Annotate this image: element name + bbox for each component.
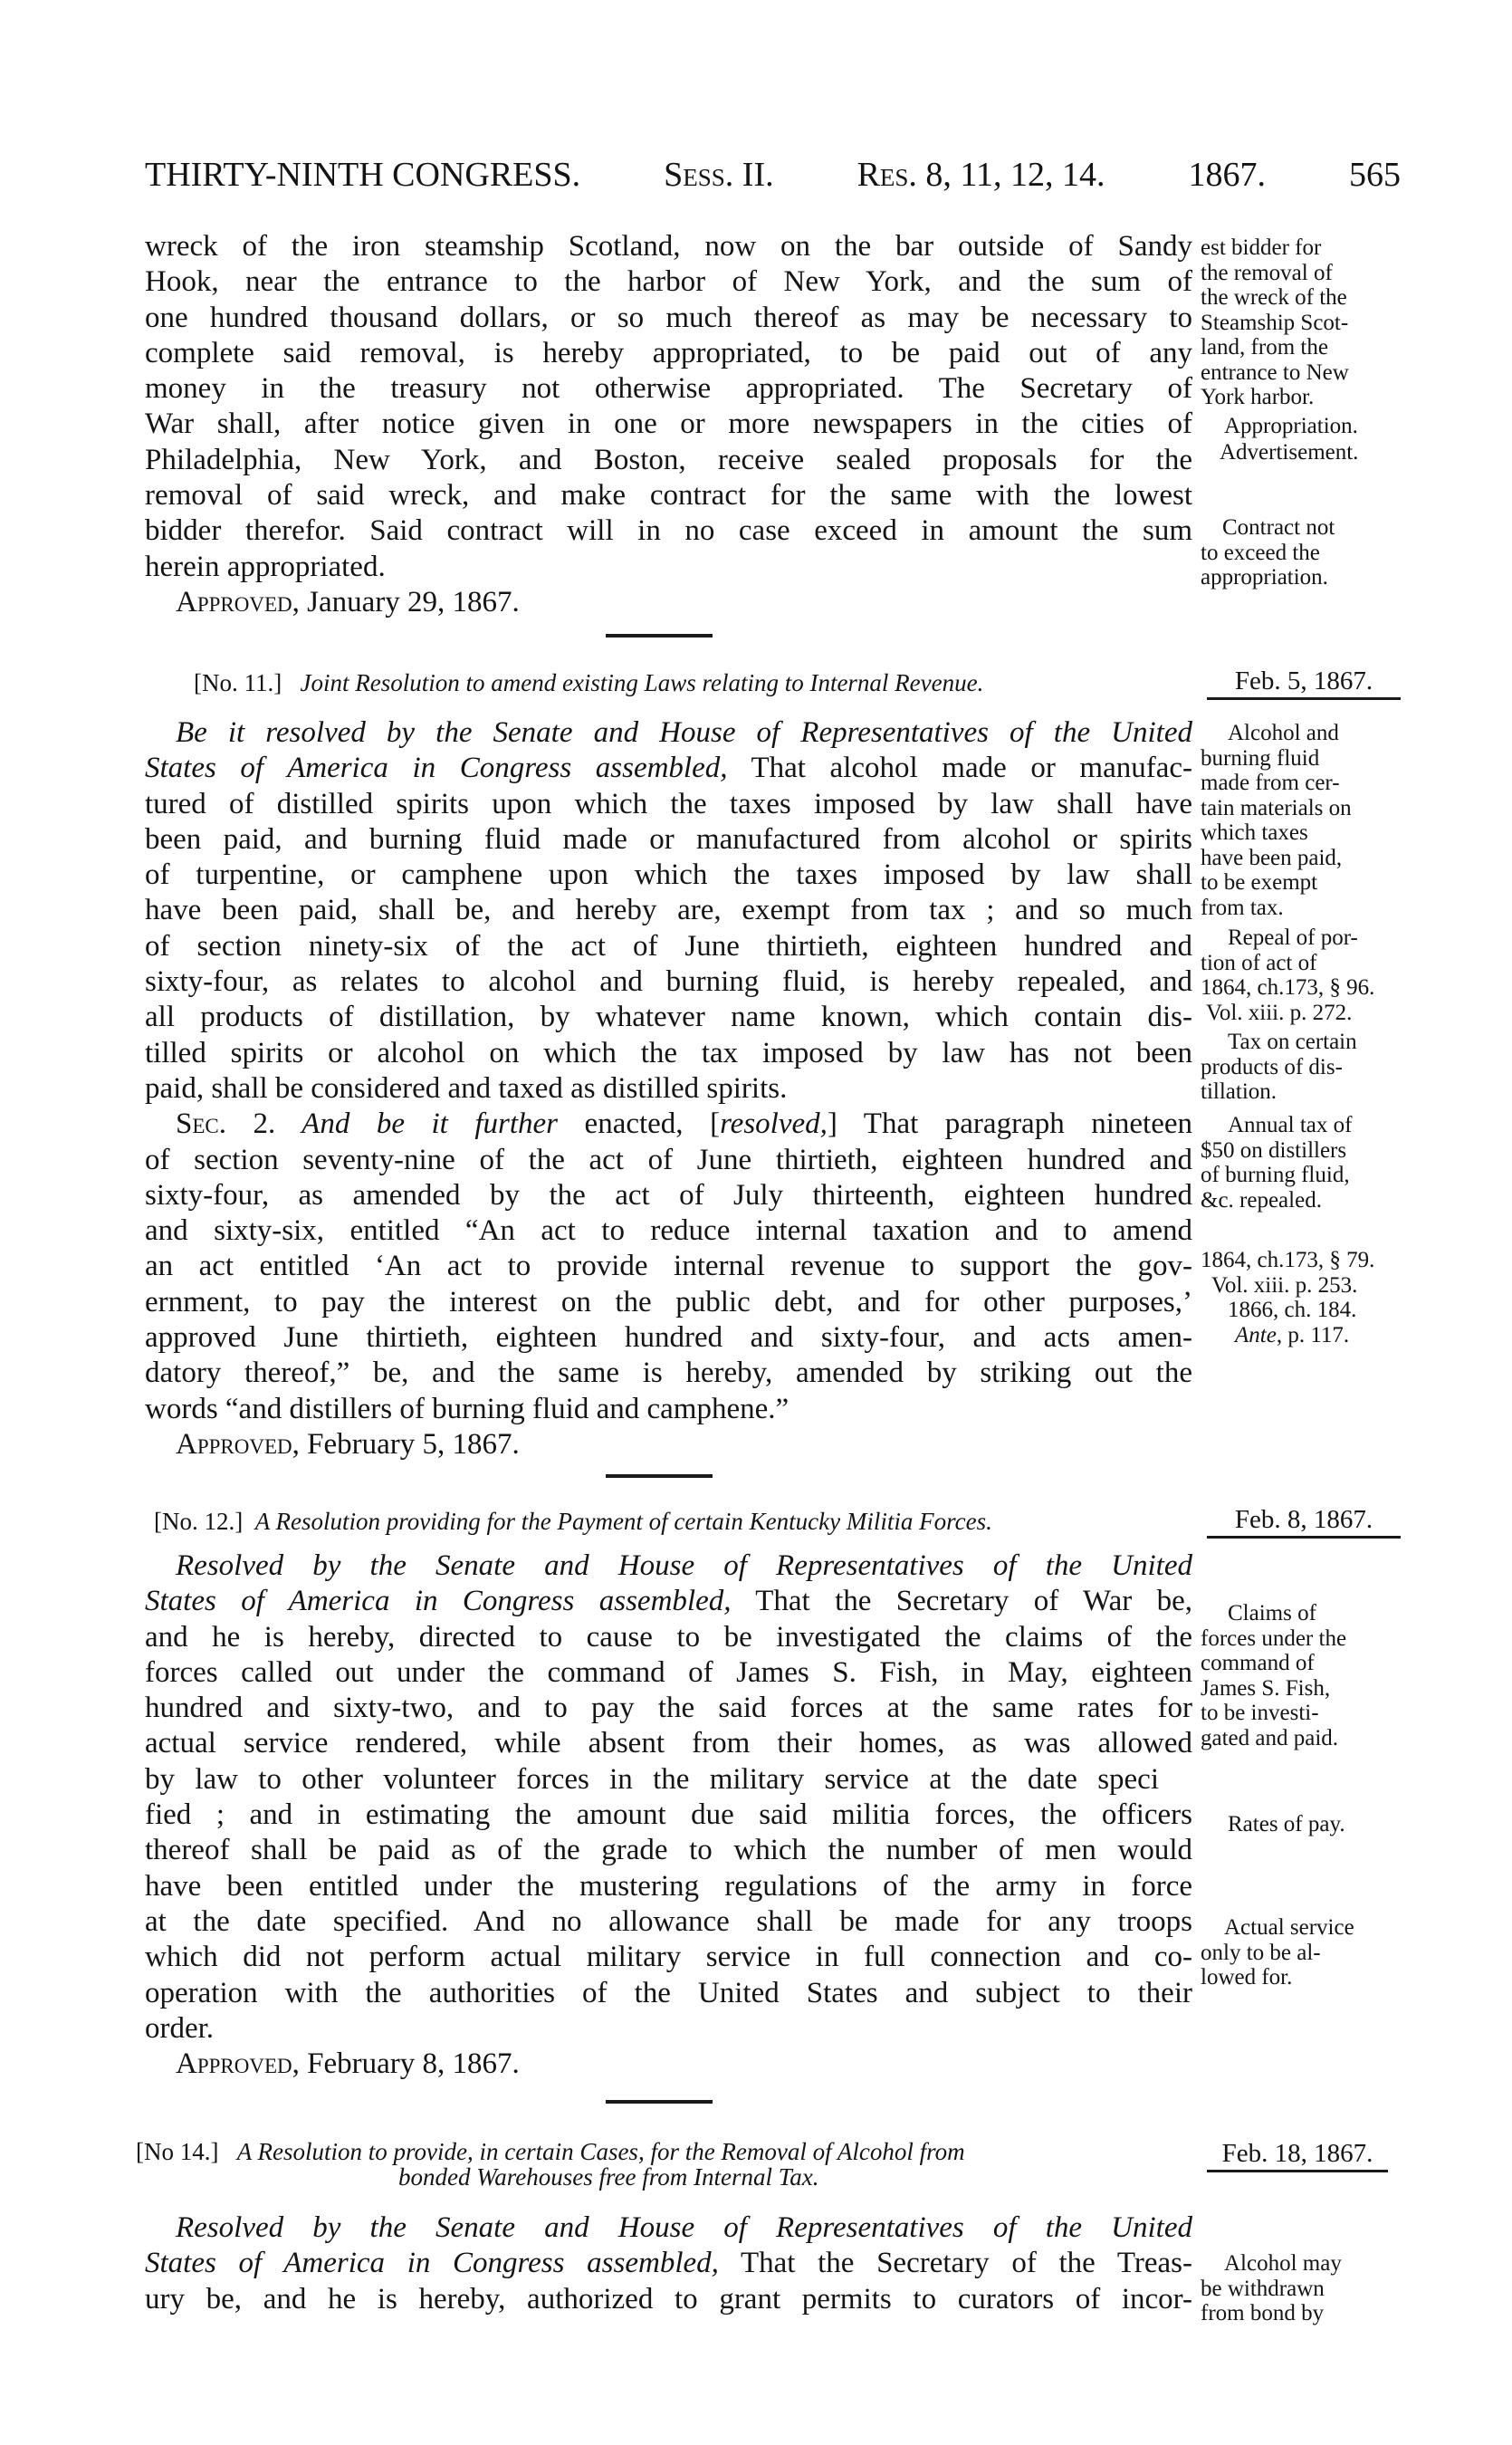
resolution-title: Joint Resolution to amend existing Laws relating to Internal Revenue.	[300, 669, 984, 696]
header-congress: THIRTY-NINTH CONGRESS.	[145, 156, 581, 194]
text-line: bidder therefor. Said contract will in no case exceed in amount the sum	[145, 514, 1192, 548]
text-line	[145, 2246, 1192, 2281]
text-line: order.	[145, 2011, 215, 2045]
resolution-date: Feb. 5, 1867.	[1207, 665, 1401, 700]
note-line: to be investi-	[1201, 1701, 1319, 1725]
margin-note	[1201, 925, 1404, 1025]
text-line	[145, 751, 1192, 786]
text-line: Hook, near the entrance to the harbor of New York, and the sum of	[145, 265, 1192, 299]
enacting-clause: States of America in Congress assembled,	[145, 1585, 732, 1618]
approved-label: Approved	[176, 585, 292, 618]
header-year: 1867.	[1188, 156, 1266, 194]
note-line: the wreck of the	[1201, 285, 1347, 310]
note-line: command of	[1201, 1651, 1315, 1675]
margin-note	[1201, 1113, 1404, 1213]
note-line: Alcohol and	[1228, 721, 1339, 745]
note-line: to exceed the	[1201, 540, 1320, 565]
note-line: from tax.	[1201, 895, 1284, 920]
note-line: 1866, ch. 184.	[1228, 1298, 1357, 1322]
resolution-number: [No. 11.]	[194, 669, 282, 696]
text-span: And be it further	[275, 1107, 559, 1141]
text-line: which did not perform actual military service in full connection and co-	[145, 1941, 1192, 1974]
res12-body	[145, 1548, 1192, 2082]
note-line: gated and paid.	[1201, 1725, 1339, 1750]
text-line: War shall, after notice given in one or more newspapers in the cities of	[145, 408, 1192, 441]
note-line: York harbor.	[1201, 385, 1315, 409]
text-line: fied ; and in estimating the amount due said militia forces, the officers	[145, 1798, 1192, 1832]
text-line: have been paid, shall be, and hereby are, exempt from tax ; and so much	[145, 894, 1192, 927]
note-line: be withdrawn	[1201, 2276, 1325, 2301]
text-line: complete said removal, is hereby appropriated, to be paid out of any	[145, 336, 1192, 369]
enacting-clause: States of America in Congress assembled,	[145, 2247, 719, 2280]
section-divider	[606, 2100, 713, 2104]
res11-heading	[194, 669, 983, 696]
text-span: That the Secretary of War be,	[731, 1585, 1192, 1618]
note-line: &c. repealed.	[1201, 1187, 1322, 1213]
note-line: Vol. xiii. p. 253.	[1211, 1272, 1358, 1298]
note-line: have been paid,	[1201, 845, 1343, 870]
text-line: ernment, to pay the interest on the public debt, and for other purposes,’	[145, 1285, 1192, 1318]
text-line: sixty-four, as amended by the act of July thirteenth, eighteen hundred	[145, 1178, 1192, 1212]
text-line: herein appropriated.	[145, 550, 386, 583]
note-line: est bidder for	[1201, 235, 1322, 260]
text-line: forces called out under the command of James S. Fish, in May, eighteen	[145, 1655, 1192, 1689]
note-line: land, from the	[1201, 335, 1328, 360]
note-line: Steamship Scot-	[1201, 310, 1349, 335]
header-session: Sess. II.	[664, 156, 774, 194]
text-line: at the date specified. And no allowance shall be made for any troops	[145, 1904, 1192, 1938]
note-line: tion of act of	[1201, 950, 1317, 975]
text-span: ] That paragraph nineteen	[827, 1107, 1192, 1141]
text-line: tured of distilled spirits upon which the taxes imposed by law shall have	[145, 787, 1192, 820]
approval-line	[145, 585, 1192, 620]
note-span: Ante	[1235, 1322, 1277, 1347]
approval-date: , February 8, 1867.	[292, 2047, 520, 2081]
header-resolutions: Res. 8, 11, 12, 14.	[856, 156, 1105, 194]
text-line: all products of distillation, by whatever name known, which contain dis-	[145, 1001, 1192, 1034]
note-line: Repeal of por-	[1228, 925, 1358, 950]
approval-line	[145, 2047, 1192, 2082]
approval-date: , January 29, 1867.	[292, 585, 520, 618]
note-line: tillation.	[1201, 1079, 1278, 1104]
text-line: Philadelphia, New York, and Boston, receive sealed proposals for the	[145, 443, 1192, 476]
text-line: words “and distillers of burning fluid and camphene.”	[145, 1392, 789, 1425]
note-line: of burning fluid,	[1201, 1163, 1350, 1187]
text-line: tilled spirits or alcohol on which the tax imposed by law has not been	[145, 1036, 1192, 1069]
note-line: 1864, ch.173, § 96.	[1201, 975, 1375, 1000]
text-line: money in the treasury not otherwise appropriated. The Secretary of	[145, 372, 1192, 406]
text-line: one hundred thousand dollars, or so much thereof as may be necessary to	[145, 301, 1192, 334]
note-line: forces under the	[1201, 1625, 1347, 1651]
running-header	[145, 152, 1401, 197]
note-line: appropriation.	[1201, 565, 1328, 590]
note-line: the removal of	[1201, 260, 1333, 285]
note-line: Contract not	[1222, 515, 1335, 540]
resolution-number: [No 14.]	[136, 2138, 219, 2165]
margin-note	[1201, 1030, 1404, 1105]
note-line: Claims of	[1228, 1601, 1316, 1625]
text-line: ury be, and he is hereby, authorized to grant permits to curators of incor-	[145, 2282, 1192, 2316]
note-line: burning fluid	[1201, 745, 1320, 771]
text-line: operation with the authorities of the United States and subject to their	[145, 1976, 1192, 2009]
text-line: of section ninety-six of the act of June thirtieth, eighteen hundred and	[145, 929, 1192, 963]
res12-heading	[154, 1508, 992, 1535]
resolution-number: [No. 12.]	[154, 1508, 244, 1535]
margin-note	[1201, 2251, 1404, 2326]
margin-note	[1201, 1248, 1404, 1347]
note-line: Actual service	[1224, 1915, 1354, 1940]
res11-body	[145, 715, 1192, 1462]
text-line	[145, 1584, 1192, 1619]
text-span: That the Secretary of the Treas-	[718, 2247, 1192, 2280]
text-span: enacted, [	[558, 1107, 721, 1141]
note-line: $50 on distillers	[1201, 1137, 1347, 1163]
text-line: removal of said wreck, and make contract for the same with the lowest	[145, 479, 1192, 513]
note-line: Tax on certain	[1228, 1030, 1357, 1054]
margin-note: Advertisement.	[1220, 440, 1359, 465]
note-line: to be exempt	[1201, 870, 1318, 895]
text-line	[145, 1107, 1192, 1142]
margin-note: Appropriation.	[1224, 414, 1358, 438]
resolution-title: A Resolution to provide, in certain Cases, for the Removal of Alcohol from	[236, 2138, 965, 2165]
margin-note	[1201, 235, 1404, 410]
text-line: been paid, and burning fluid made or manufactured from alcohol or spirits	[145, 822, 1192, 856]
section-label: Sec. 2.	[176, 1107, 276, 1141]
text-line: by law to other volunteer forces in the military service at the date speci	[145, 1762, 1159, 1796]
text-span: resolved,	[720, 1107, 828, 1141]
text-line: actual service rendered, while absent from their homes, as was allowed	[145, 1727, 1192, 1760]
text-line: paid, shall be considered and taxed as distilled spirits.	[145, 1071, 788, 1105]
text-line: and he is hereby, directed to cause to be investigated the claims of the	[145, 1620, 1192, 1654]
res8-body	[145, 229, 1192, 620]
enacting-clause: States of America in Congress assembled,	[145, 752, 728, 785]
section-divider	[606, 634, 713, 638]
text-line: of turpentine, or camphene upon which the taxes imposed by law shall	[145, 858, 1192, 892]
note-line: products of dis-	[1201, 1054, 1343, 1079]
note-line: lowed for.	[1201, 1965, 1293, 1990]
text-line: sixty-four, as relates to alcohol and burning fluid, is hereby repealed, and	[145, 965, 1192, 999]
resolution-title: A Resolution providing for the Payment of certain Kentucky Militia Forces.	[254, 1508, 992, 1535]
approval-date: , February 5, 1867.	[292, 1427, 520, 1461]
text-line: Resolved by the Senate and House of Representatives of the United	[176, 1549, 1192, 1582]
page-number: 565	[1348, 156, 1401, 194]
note-line: from bond by	[1201, 2301, 1325, 2325]
note-line	[1201, 1323, 1404, 1348]
text-line: Resolved by the Senate and House of Representatives of the United	[176, 2211, 1192, 2244]
text-line: have been entitled under the mustering regulations of the army in force	[145, 1869, 1192, 1903]
note-line: entrance to New	[1201, 360, 1349, 385]
text-line: of section seventy-nine of the act of June thirtieth, eighteen hundred and	[145, 1143, 1192, 1176]
margin-note	[1201, 1915, 1404, 1990]
text-line: approved June thirtieth, eighteen hundred and sixty-four, and acts amen-	[145, 1321, 1192, 1355]
text-span: That alcohol made or manufac-	[727, 752, 1192, 785]
note-line: which taxes	[1201, 820, 1308, 845]
text-line: and sixty-six, entitled “An act to reduce internal taxation and to amend	[145, 1214, 1192, 1248]
note-line: Alcohol may	[1224, 2251, 1342, 2276]
note-line: only to be al-	[1201, 1940, 1321, 1965]
section-divider	[606, 1474, 713, 1478]
resolution-date: Feb. 8, 1867.	[1207, 1503, 1401, 1539]
margin-note	[1201, 721, 1404, 920]
text-line: hundred and sixty-two, and to pay the said forces at the same rates for	[145, 1692, 1192, 1725]
note-span: , p. 117.	[1276, 1322, 1350, 1347]
text-line: an act entitled ‘An act to provide internal revenue to support the gov-	[145, 1250, 1192, 1283]
text-line: datory thereof,” be, and the same is hereby, amended by striking out the	[145, 1357, 1192, 1390]
text-line: Be it resolved by the Senate and House of Representatives of the United	[176, 716, 1192, 749]
text-line: thereof shall be paid as of the grade to which the number of men would	[145, 1834, 1192, 1867]
text-line: wreck of the iron steamship Scotland, now on the bar outside of Sandy	[145, 230, 1192, 263]
margin-note	[1201, 515, 1404, 590]
res14-heading	[136, 2138, 965, 2165]
res14-body	[145, 2210, 1192, 2317]
margin-note	[1201, 1601, 1404, 1750]
note-line: Vol. xiii. p. 272.	[1206, 1000, 1353, 1025]
note-line: tain materials on	[1201, 795, 1352, 820]
note-line: James S. Fish,	[1201, 1675, 1331, 1701]
margin-note: Rates of pay.	[1228, 1812, 1345, 1836]
approved-label: Approved	[176, 1427, 292, 1461]
note-line: 1864, ch.173, § 79.	[1201, 1248, 1375, 1272]
resolution-title-continued: bonded Warehouses free from Internal Tax.	[398, 2163, 819, 2191]
note-line: Annual tax of	[1228, 1113, 1353, 1137]
approval-line	[145, 1427, 1192, 1462]
note-line: made from cer-	[1201, 771, 1340, 795]
approved-label: Approved	[176, 2047, 292, 2081]
resolution-date: Feb. 18, 1867.	[1207, 2137, 1388, 2172]
